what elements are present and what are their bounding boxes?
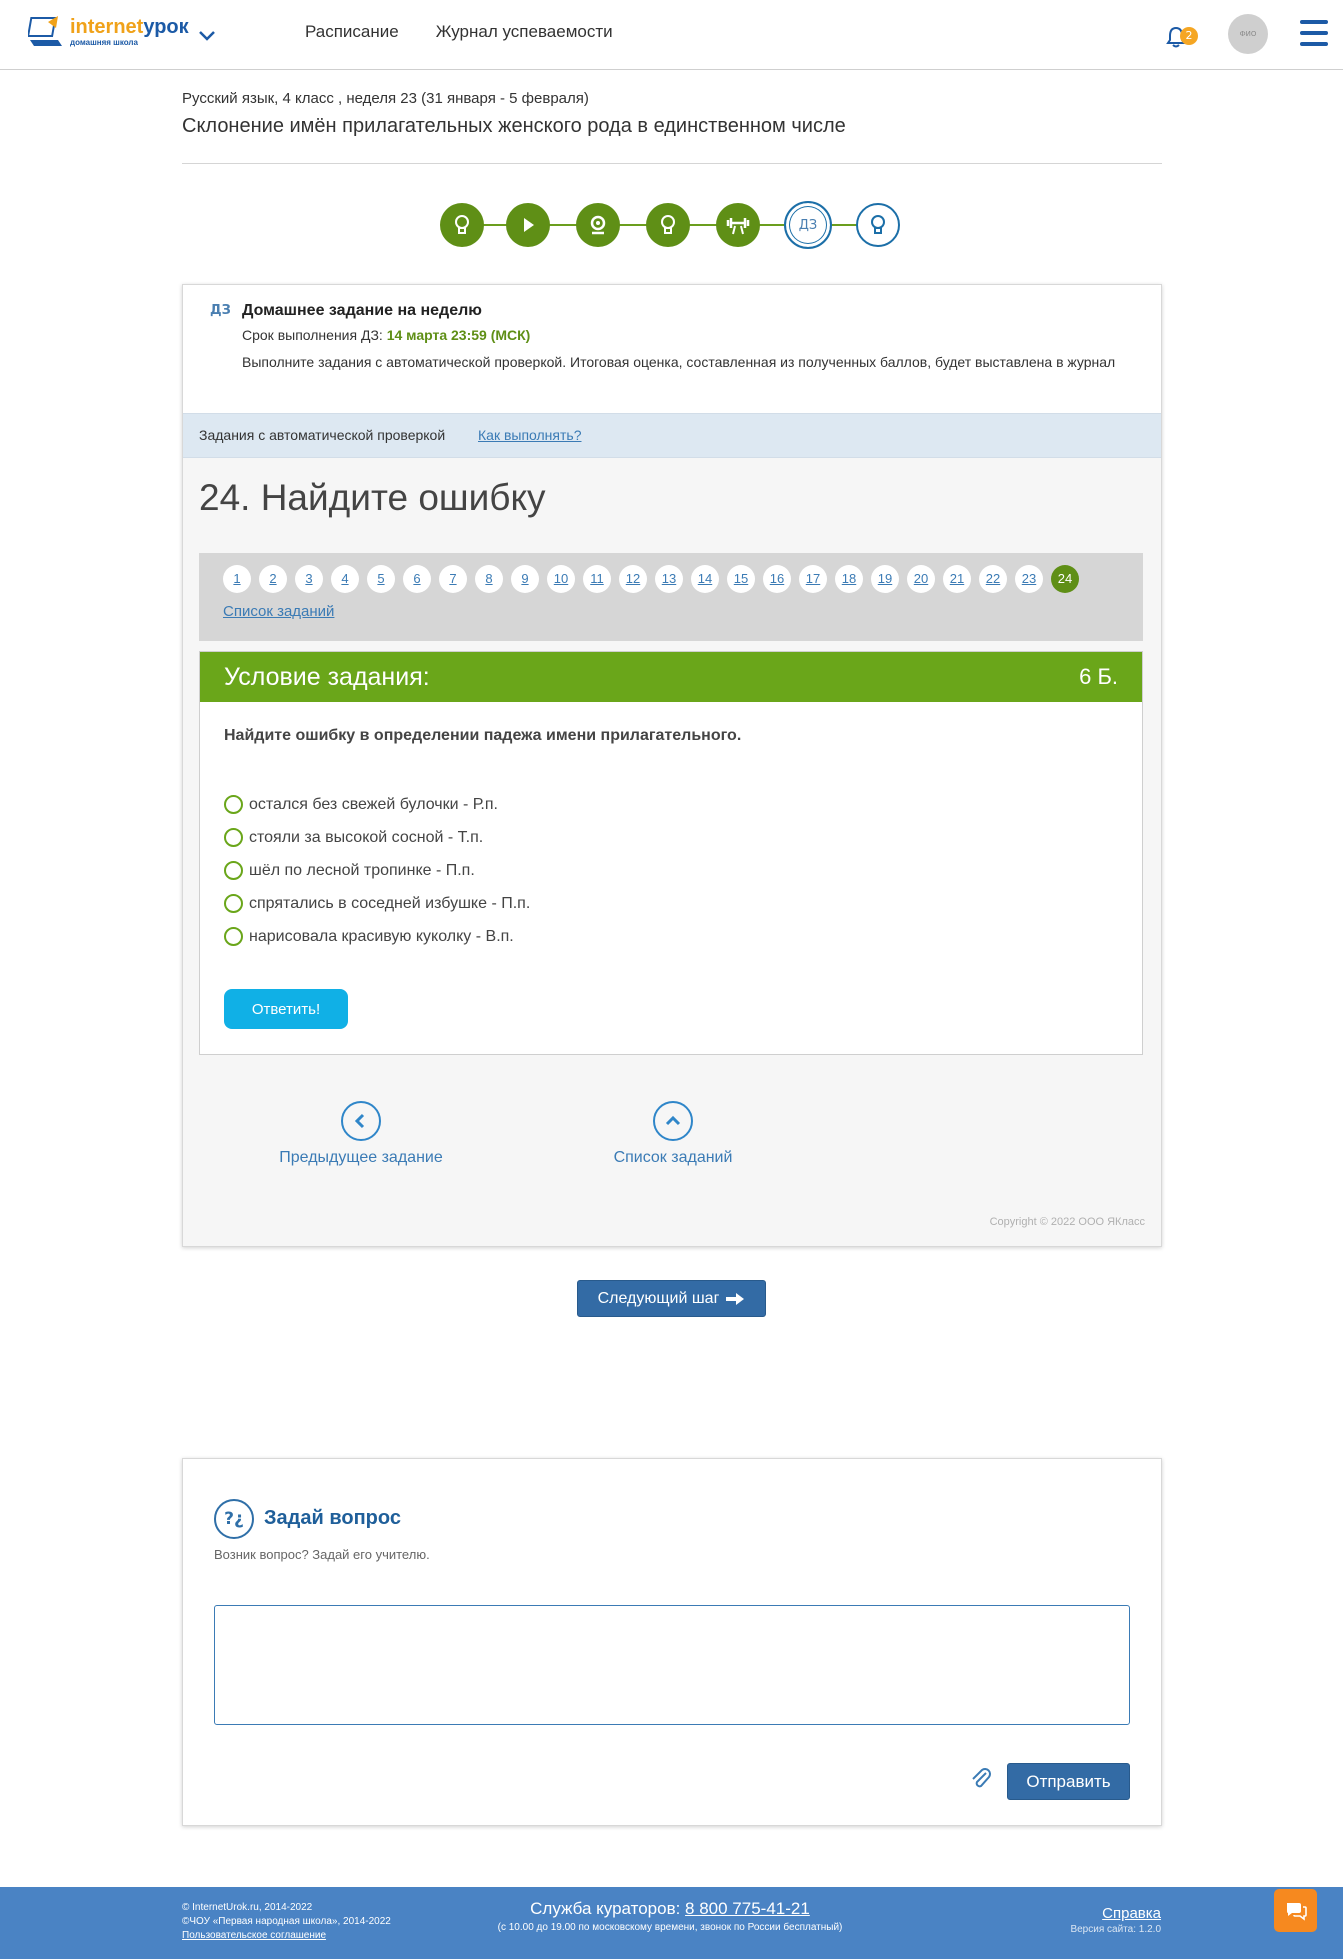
answer-options: [224, 788, 530, 953]
top-header: [0, 0, 1343, 70]
arrow-right-icon: [725, 1292, 745, 1306]
footer-line-1: © InternetUrok.ru, 2014-2022: [182, 1902, 313, 1913]
step-webinar[interactable]: [576, 203, 620, 247]
task-page-8[interactable]: 8: [475, 565, 503, 593]
task-list-link[interactable]: Список заданий: [223, 603, 335, 620]
homework-info: [183, 285, 1161, 413]
task-page-18[interactable]: 18: [835, 565, 863, 593]
lightbulb-icon: [868, 214, 888, 236]
task-page-4[interactable]: 4: [331, 565, 359, 593]
lesson-subject: Русский язык, 4 класс , неделя 23 (31 января - 5 февраля): [182, 90, 589, 107]
site-version: Версия сайта: 1.2.0: [1070, 1924, 1161, 1935]
question-input[interactable]: [214, 1605, 1130, 1725]
notifications-button[interactable]: [1162, 22, 1196, 52]
deadline-label: Срок выполнения ДЗ:: [242, 327, 387, 343]
main-nav: [305, 22, 613, 42]
task-page-14[interactable]: 14: [691, 565, 719, 593]
radio-button[interactable]: [224, 795, 243, 814]
next-step-button[interactable]: [577, 1280, 766, 1317]
logo-laptop-icon: [28, 14, 64, 50]
task-page-11[interactable]: 11: [583, 565, 611, 593]
answer-option-1[interactable]: остался без свежей булочки - Р.п.: [224, 788, 530, 821]
page-title: Склонение имён прилагательных женского рода в единственном числе: [182, 115, 846, 137]
nav-schedule[interactable]: Расписание: [305, 22, 399, 41]
play-icon: [519, 216, 537, 234]
lightbulb-icon: [452, 214, 472, 236]
answer-button[interactable]: Ответить!: [224, 989, 348, 1029]
footer-right: [1070, 1905, 1161, 1935]
task-page-22[interactable]: 22: [979, 565, 1007, 593]
previous-task-label: Предыдущее задание: [279, 1149, 443, 1166]
task-condition: [199, 651, 1143, 1055]
answer-option-2[interactable]: стояли за высокой сосной - Т.п.: [224, 821, 530, 854]
step-summary[interactable]: [856, 203, 900, 247]
task-page-7[interactable]: 7: [439, 565, 467, 593]
how-to-link[interactable]: Как выполнять?: [478, 427, 582, 443]
lightbulb-icon: [658, 214, 678, 236]
site-logo[interactable]: [28, 14, 189, 50]
task-page-12[interactable]: 12: [619, 565, 647, 593]
task-page-1[interactable]: 1: [223, 565, 251, 593]
ask-subtitle: Возник вопрос? Задай его учителю.: [214, 1547, 430, 1562]
ask-title: Задай вопрос: [264, 1507, 401, 1529]
homework-description: Выполните задания с автоматической проверкой. Итоговая оценка, составленная из полученных баллов, будет выставлена в журнал: [242, 354, 1116, 370]
task-page-19[interactable]: 19: [871, 565, 899, 593]
logo-text-internet: internet: [70, 16, 144, 38]
task-page-13[interactable]: 13: [655, 565, 683, 593]
task-list-nav-link[interactable]: [573, 1101, 773, 1167]
homework-card: [182, 284, 1162, 1247]
dumbbell-icon: [726, 214, 750, 236]
help-link[interactable]: Справка: [1102, 1905, 1161, 1922]
task-question: Найдите ошибку в определении падежа имени прилагательного.: [224, 727, 742, 744]
previous-task-link[interactable]: [261, 1101, 461, 1167]
footer-copyright: [182, 1901, 391, 1943]
deadline-value: 14 марта 23:59 (МСК): [386, 327, 531, 343]
question-icon: ?¿: [214, 1499, 254, 1539]
copyright: Copyright © 2022 ООО ЯКласс: [989, 1216, 1145, 1228]
task-page-2[interactable]: 2: [259, 565, 287, 593]
service-label: Служба кураторов:: [530, 1899, 686, 1918]
homework-title: Домашнее задание на неделю: [242, 302, 482, 319]
task-pager: [199, 553, 1143, 641]
ask-question-box: [182, 1458, 1162, 1826]
step-theory-2[interactable]: [646, 203, 690, 247]
task-page-3[interactable]: 3: [295, 565, 323, 593]
condition-title: Условие задания:: [224, 663, 430, 691]
send-button[interactable]: Отправить: [1007, 1763, 1130, 1800]
step-homework[interactable]: [784, 201, 832, 249]
chat-icon[interactable]: [1274, 1889, 1317, 1932]
chevron-left-icon: [341, 1101, 381, 1141]
footer-line-2: ©ЧОУ «Первая народная школа», 2014-2022: [182, 1916, 391, 1927]
footer-support: [490, 1899, 850, 1933]
notifications-badge: 2: [1180, 27, 1198, 45]
task-page-16[interactable]: 16: [763, 565, 791, 593]
chevron-down-icon[interactable]: [196, 24, 218, 46]
footer: [0, 1887, 1343, 1959]
user-agreement-link[interactable]: Пользовательское соглашение: [182, 1930, 327, 1941]
homework-deadline: [242, 327, 530, 343]
task-list-label: Список заданий: [613, 1149, 733, 1166]
task-pages: [223, 565, 1079, 593]
answer-option-5[interactable]: нарисовала красивую куколку - В.п.: [224, 920, 530, 953]
chevron-up-icon: [653, 1101, 693, 1141]
radio-button[interactable]: [224, 927, 243, 946]
support-hours: (с 10.00 до 19.00 по московскому времени, звонок по России бесплатный): [497, 1922, 843, 1933]
step-training[interactable]: [716, 203, 760, 247]
homework-tag: ДЗ: [210, 303, 231, 318]
task-page-23[interactable]: 23: [1015, 565, 1043, 593]
radio-button[interactable]: [224, 894, 243, 913]
answer-option-3[interactable]: шёл по лесной тропинке - П.п.: [224, 854, 530, 887]
task-heading: 24. Найдите ошибку: [199, 477, 546, 518]
task-page-10[interactable]: 10: [547, 565, 575, 593]
task-page-9[interactable]: 9: [511, 565, 539, 593]
task-page-21[interactable]: 21: [943, 565, 971, 593]
step-video[interactable]: [506, 203, 550, 247]
divider: [182, 163, 1162, 164]
logo-text-urok: урок: [143, 16, 189, 38]
answer-option-4[interactable]: спрятались в соседней избушке - П.п.: [224, 887, 530, 920]
task-page-5[interactable]: 5: [367, 565, 395, 593]
hamburger-menu-icon[interactable]: [1300, 20, 1328, 50]
condition-header: [200, 652, 1142, 702]
task-page-6[interactable]: 6: [403, 565, 431, 593]
webcam-icon: [587, 214, 609, 236]
step-theory-1[interactable]: [440, 203, 484, 247]
nav-gradebook[interactable]: Журнал успеваемости: [435, 22, 613, 41]
task-page-15[interactable]: 15: [727, 565, 755, 593]
logo-subtitle: домашняя школа: [70, 38, 138, 47]
paperclip-icon[interactable]: [968, 1765, 994, 1791]
support-phone-link[interactable]: 8 800 775-41-21: [685, 1899, 810, 1918]
auto-check-label: Задания с автоматической проверкой: [199, 427, 446, 443]
step-homework-label: ДЗ: [798, 217, 818, 233]
radio-button[interactable]: [224, 828, 243, 847]
lesson-steps: [440, 203, 900, 247]
avatar[interactable]: ФИО: [1228, 14, 1268, 54]
auto-check-bar: [183, 413, 1161, 458]
task-page-24[interactable]: 24: [1051, 565, 1079, 593]
next-step-label: Следующий шаг: [597, 1289, 720, 1307]
radio-button[interactable]: [224, 861, 243, 880]
task-page-17[interactable]: 17: [799, 565, 827, 593]
task-points: 6 Б.: [1079, 664, 1118, 689]
task-page-20[interactable]: 20: [907, 565, 935, 593]
